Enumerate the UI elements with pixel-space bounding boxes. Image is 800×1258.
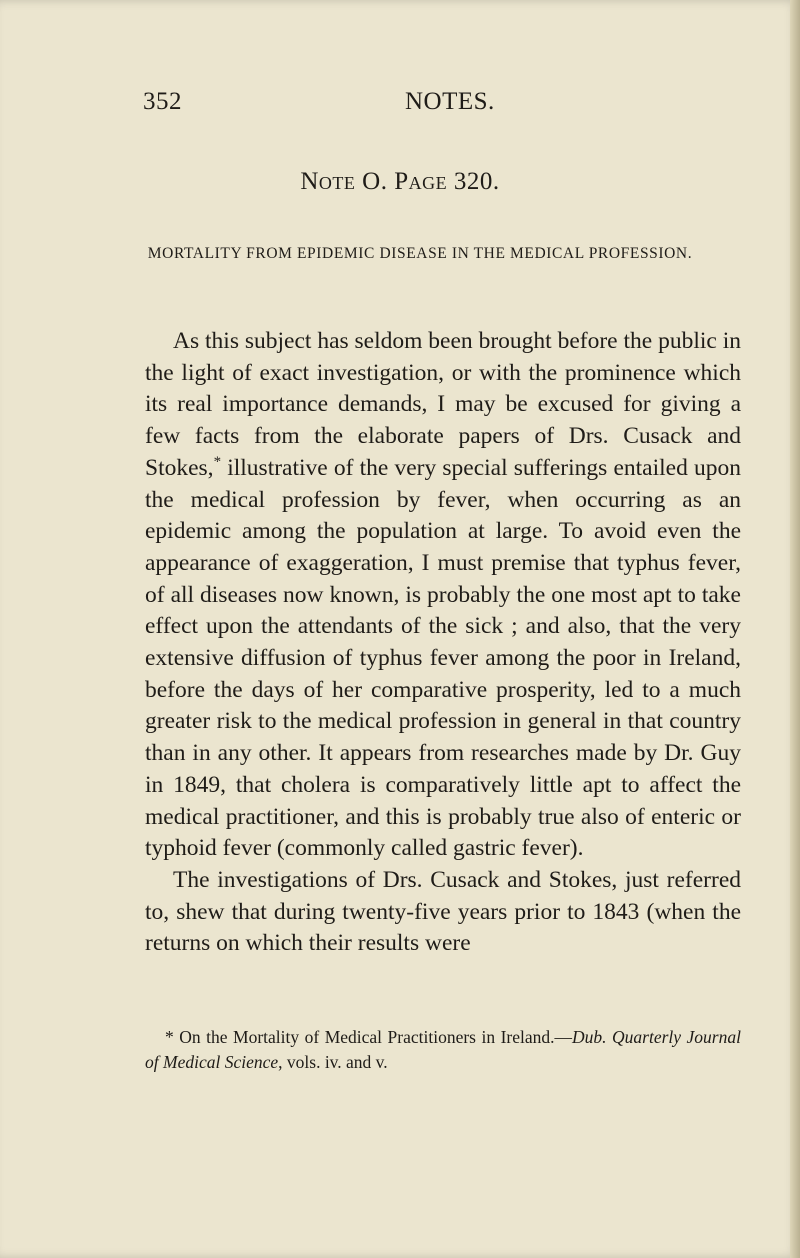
footnote bbox=[145, 1025, 741, 1075]
paragraph-2: The investigations of Drs. Cusack and Stokes, just referred to, shew that during twenty-five years prior to 1843 (when the returns on which their results were bbox=[145, 866, 741, 957]
page-number: 352 bbox=[143, 88, 182, 115]
paragraph-1 bbox=[145, 326, 741, 865]
body-text bbox=[145, 326, 741, 960]
paragraph-1-rest: illustrative of the very special sufferings entailed upon the medical profession by fever, when occurring as an epidemic among the population at large. To avoid even the appearance of exaggeration, I must premise that typhus fever, of all diseases now known, is probably the one most apt to take effect upon the attendants of the sick ; and also, that the very extensive diffusion of typhus fever among the poor in Ireland, before the days of her comparative prosperity, led to a much greater risk to the medical profession in general in that country than in any other. It appears from researches made by Dr. Guy in 1849, that cholera is comparatively little apt to affect the medical practitioner, and this is probably true also of enteric or typhoid fever (commonly called gastric fever). bbox=[145, 454, 741, 862]
running-title: NOTES. bbox=[405, 88, 495, 115]
paragraph-1-start: As this subject has seldom been brought before the public in the light of exact investigation, or with the prominence which its real importance demands, I may be excused for giving a few facts from the elaborate papers of Drs. Cusack and Stokes, bbox=[145, 328, 741, 481]
footnote-reference-mark: * bbox=[213, 453, 222, 470]
running-head bbox=[143, 88, 743, 118]
footnote-volumes: , vols. iv. and v. bbox=[278, 1052, 388, 1072]
footnote-title: On the Mortality of Medical Practitioners in Ireland.— bbox=[179, 1027, 573, 1047]
section-title: MORTALITY FROM EPIDEMIC DISEASE IN THE MEDICAL PROFESSION. bbox=[147, 245, 693, 262]
footnote-mark: * bbox=[165, 1027, 180, 1047]
footnote-text bbox=[145, 1025, 741, 1075]
note-heading: Note O. Page 320. bbox=[300, 168, 500, 195]
footnote-journal: Dub. Quarterly Journal of Medical Science bbox=[145, 1027, 741, 1072]
